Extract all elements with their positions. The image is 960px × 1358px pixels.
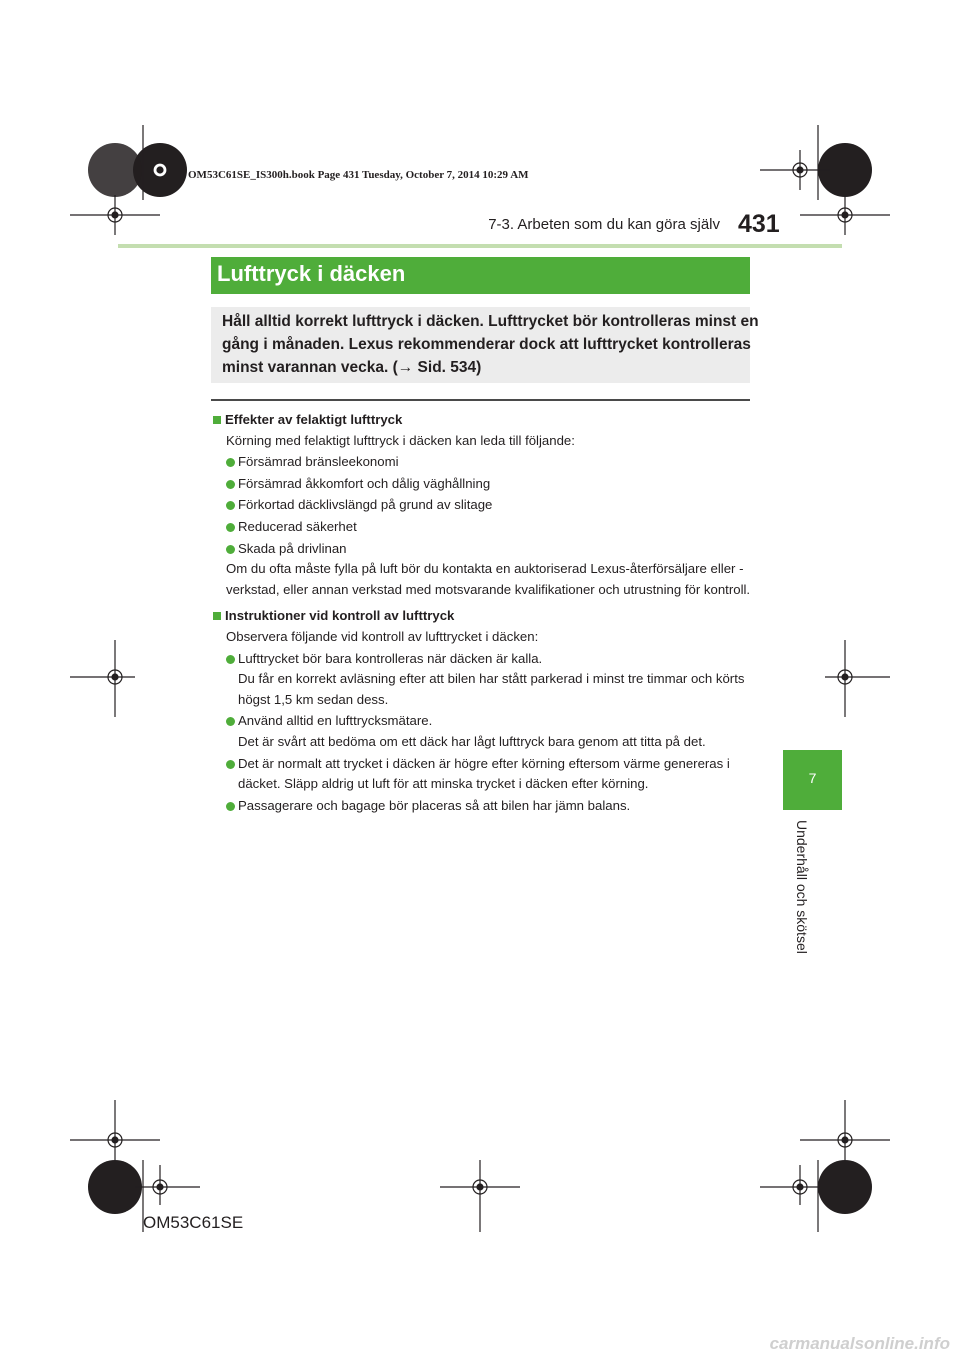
list-item: Reducerad säkerhet bbox=[213, 517, 758, 538]
section-title: Lufttryck i däcken bbox=[211, 257, 750, 294]
chapter-tab-label: Underhåll och skötsel bbox=[794, 820, 810, 954]
list-item: Det är normalt att trycket i däcken är högre efter körning eftersom värme genereras i bbox=[213, 754, 758, 775]
square-bullet-icon bbox=[213, 416, 221, 424]
intro-line: Håll alltid korrekt lufttryck i däcken. Lufttrycket bör kontrolleras minst en bbox=[222, 313, 759, 330]
bullet-dot-icon bbox=[226, 480, 235, 489]
list-item: Använd alltid en lufttrycksmätare. bbox=[213, 711, 758, 732]
list-item-continuation: högst 1,5 km sedan dess. bbox=[238, 691, 389, 707]
square-bullet-icon bbox=[213, 612, 221, 620]
bullet-dot-icon bbox=[226, 545, 235, 554]
bullet-dot-icon bbox=[226, 655, 235, 664]
list-item: Förkortad däcklivslängd på grund av slitage bbox=[213, 495, 758, 516]
registration-target-icon bbox=[88, 1160, 142, 1214]
instructions-heading bbox=[213, 606, 758, 627]
bullet-dot-icon bbox=[226, 760, 235, 769]
footer-code: OM53C61SE bbox=[143, 1213, 244, 1232]
effects-intro: Körning med felaktigt lufttryck i däcken kan leda till följande: bbox=[226, 432, 575, 448]
bullet-dot-icon bbox=[226, 501, 235, 510]
effects-note-line: verkstad, eller annan verkstad med motsvarande kvalifikationer och utrustning för kontroll. bbox=[226, 581, 751, 597]
list-item-continuation: Du får en korrekt avläsning efter att bilen har stått parkerad i minst tre timmar och körts bbox=[238, 671, 745, 687]
list-item-continuation: Det är svårt att bedöma om ett däck har lågt lufttryck bara genom att titta på det. bbox=[238, 733, 706, 749]
intro-box bbox=[211, 307, 759, 383]
effects-heading bbox=[213, 410, 758, 431]
registration-target-icon bbox=[88, 143, 142, 197]
list-item: Passagerare och bagage bör placeras så att bilen har jämn balans. bbox=[213, 796, 758, 817]
chapter-heading: 7-3. Arbeten som du kan göra själv bbox=[488, 216, 720, 233]
instructions-intro: Observera följande vid kontroll av lufttrycket i däcken: bbox=[226, 628, 539, 644]
bullet-dot-icon bbox=[226, 802, 235, 811]
list-item: Försämrad bränsleekonomi bbox=[213, 452, 758, 473]
header-rule bbox=[118, 244, 842, 248]
effects-note-line: Om du ofta måste fylla på luft bör du kontakta en auktoriserad Lexus-återförsäljare eller - bbox=[226, 561, 744, 577]
intro-line: minst varannan vecka. (→ Sid. 534) bbox=[222, 359, 482, 376]
effects-heading-text: Effekter av felaktigt lufttryck bbox=[225, 412, 403, 427]
registration-target-icon bbox=[818, 1160, 872, 1214]
list-item: Lufttrycket bör bara kontrolleras när däcken är kalla. bbox=[213, 649, 758, 670]
watermark: carmanualsonline.info bbox=[769, 1334, 950, 1353]
bullet-dot-icon bbox=[226, 458, 235, 467]
instructions-heading-text: Instruktioner vid kontroll av lufttryck bbox=[225, 608, 455, 624]
list-item: Skada på drivlinan bbox=[213, 539, 758, 560]
list-item-continuation: däcket. Släpp aldrig ut luft för att minska trycket i däcken efter körning. bbox=[238, 776, 649, 792]
list-item: Försämrad åkkomfort och dålig väghållning bbox=[213, 474, 758, 495]
section-divider bbox=[211, 399, 750, 401]
chapter-tab: 7 bbox=[783, 750, 842, 810]
page-number: 431 bbox=[738, 210, 780, 238]
print-info: OM53C61SE_IS300h.book Page 431 Tuesday, October 7, 2014 10:29 AM bbox=[188, 169, 529, 181]
main-content bbox=[213, 408, 758, 816]
intro-line: gång i månaden. Lexus rekommenderar dock att lufttrycket kontrolleras bbox=[222, 336, 751, 353]
bullet-dot-icon bbox=[226, 523, 235, 532]
bullet-dot-icon bbox=[226, 717, 235, 726]
